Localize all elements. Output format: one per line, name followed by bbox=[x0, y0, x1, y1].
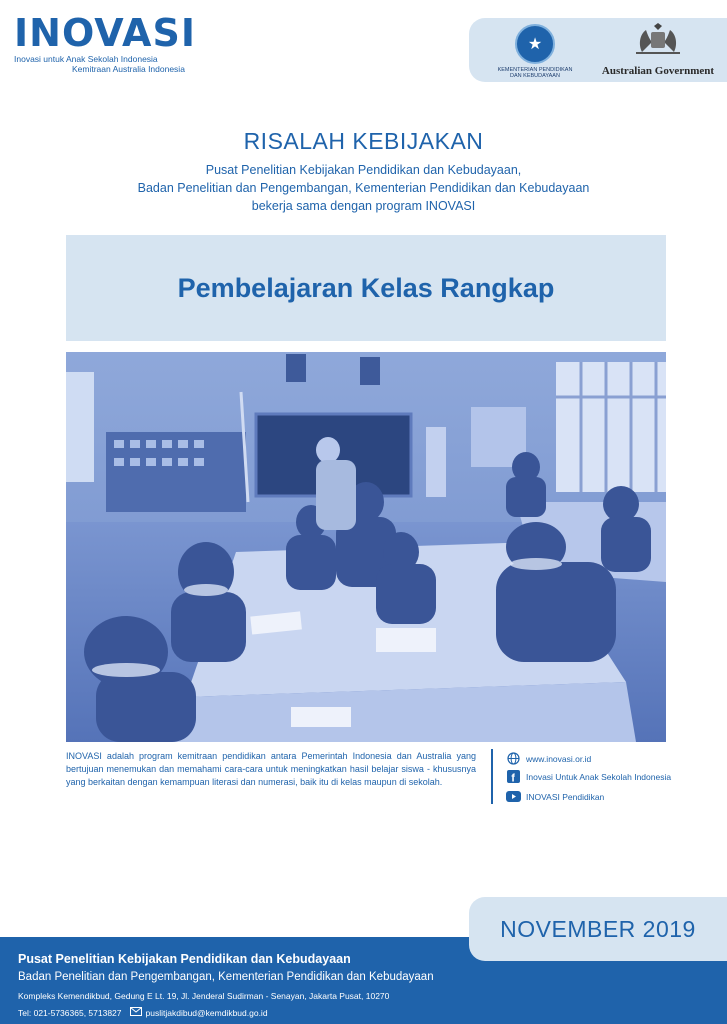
mail-icon bbox=[130, 1007, 142, 1018]
facebook-icon bbox=[506, 770, 521, 783]
logo-tagline: Inovasi untuk Anak Sekolah Indonesia bbox=[14, 54, 158, 64]
footer-email[interactable]: puslitjakdibud@kemdikbud.go.id bbox=[145, 1007, 268, 1018]
title-band bbox=[66, 235, 666, 341]
coat-of-arms-icon bbox=[599, 22, 717, 56]
publisher-line: Badan Penelitian dan Pengembangan, Kementerian Pendidikan dan Kebudayaan bbox=[137, 181, 590, 195]
contact-website[interactable] bbox=[506, 752, 591, 765]
australian-government-logo bbox=[599, 22, 717, 77]
facebook-link[interactable]: Inovasi Untuk Anak Sekolah Indonesia bbox=[526, 771, 672, 782]
classroom-photo bbox=[66, 352, 666, 742]
date-band bbox=[469, 897, 727, 961]
inovasi-logo bbox=[14, 11, 196, 74]
logo-partnership: Kemitraan Australia Indonesia bbox=[72, 64, 185, 74]
document-title: Pembelajaran Kelas Rangkap bbox=[177, 272, 555, 303]
kemdikbud-logo bbox=[495, 24, 575, 79]
document-type-heading: RISALAH KEBIJAKAN bbox=[243, 128, 484, 154]
footer-phone: Tel: 021-5736365, 5713827 bbox=[18, 1007, 122, 1018]
tut-wuri-emblem-icon: ★ bbox=[515, 24, 555, 64]
publisher-line: bekerja sama dengan program INOVASI bbox=[251, 199, 476, 213]
footer-address: Kompleks Kemendikbud, Gedung E Lt. 19, Jl. Jenderal Sudirman - Senayan, Jakarta Pusat, 10270 bbox=[18, 991, 390, 1001]
contact-facebook[interactable] bbox=[506, 770, 671, 783]
logo-wordmark: INOVASI bbox=[14, 11, 196, 55]
youtube-link[interactable]: INOVASI Pendidikan bbox=[526, 791, 605, 802]
australian-government-label: Australian Government bbox=[601, 65, 715, 77]
publication-date: NOVEMBER 2019 bbox=[500, 915, 696, 942]
globe-icon bbox=[506, 752, 521, 765]
program-description: INOVASI adalah program kemitraan pendidikan antara Pemerintah Indonesia dan Australia yang bertujuan menemukan dan memahami cara-cara untuk meningkatkan hasil belajar siswa - khususnya yang berkaitan dengan kemampuan literasi dan numerasi, baik itu di kelas maupun di sekolah. bbox=[66, 751, 476, 787]
contact-divider bbox=[491, 749, 493, 804]
footer-org: Pusat Penelitian Kebijakan Pendidikan dan Kebudayaan bbox=[18, 952, 351, 966]
contact-youtube[interactable] bbox=[506, 790, 604, 803]
publisher-lines bbox=[0, 161, 727, 215]
footer-contact-line bbox=[18, 1007, 268, 1018]
partner-logos bbox=[469, 18, 727, 82]
footer-parent-org: Badan Penelitian dan Pengembangan, Kementerian Pendidikan dan Kebudayaan bbox=[18, 971, 434, 983]
publisher-line: Pusat Penelitian Kebijakan Pendidikan dan Kebudayaan, bbox=[205, 163, 522, 177]
kemdikbud-label: KEMENTERIAN PENDIDIKAN DAN KEBUDAYAAN bbox=[497, 67, 573, 79]
website-link[interactable]: www.inovasi.or.id bbox=[526, 753, 592, 764]
youtube-icon bbox=[506, 790, 521, 803]
svg-text:f: f bbox=[511, 772, 515, 783]
